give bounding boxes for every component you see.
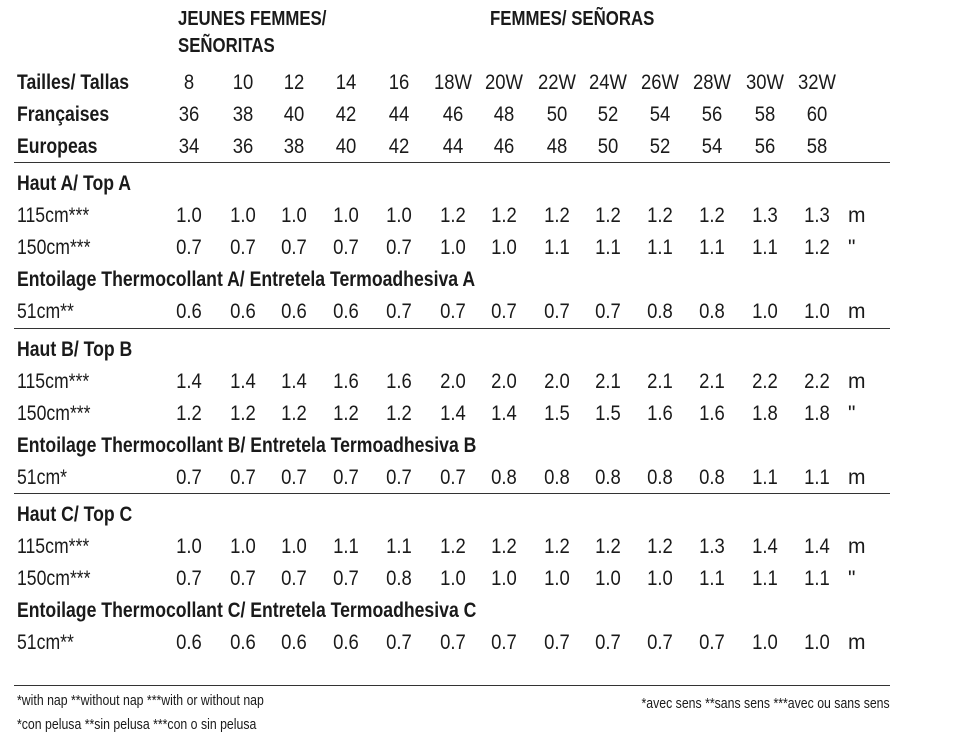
divider-b (14, 493, 890, 494)
yardage-cell: 1.4 (230, 370, 256, 393)
yardage-cell: 0.6 (281, 631, 307, 654)
yardage-cell: 0.7 (491, 300, 517, 323)
yardage-cell: 0.8 (647, 300, 673, 323)
yardage-cell: 0.7 (491, 631, 517, 654)
yardage-cell: 2.2 (752, 370, 778, 393)
yardage-cell: 1.0 (281, 535, 307, 558)
yardage-cell: 1.2 (491, 535, 517, 558)
yardage-cell: 0.6 (281, 300, 307, 323)
yardage-cell: 2.1 (699, 370, 725, 393)
yardage-cell: 1.8 (752, 402, 778, 425)
yardage-cell: 1.0 (440, 567, 466, 590)
row-label-interfacing-b-51: 51cm* (17, 466, 68, 489)
yardage-cell: 1.0 (176, 204, 202, 227)
section-title-interfacing-b: Entoilage Thermocollant B/ Entretela Termoadhesiva B (17, 434, 477, 457)
yardage-cell: 0.8 (595, 466, 621, 489)
yardage-cell: 1.3 (699, 535, 725, 558)
yardage-cell: 0.7 (699, 631, 725, 654)
yardage-cell: 1.4 (281, 370, 307, 393)
yardage-cell: 1.5 (544, 402, 570, 425)
yardage-cell: 1.0 (595, 567, 621, 590)
yardage-cell: 0.7 (176, 567, 202, 590)
yardage-cell: 1.2 (647, 535, 673, 558)
unit-label: m (848, 370, 866, 393)
yardage-cell: 1.2 (333, 402, 359, 425)
section-title-top-b: Haut B/ Top B (17, 338, 133, 361)
size-header-cell: 50 (597, 135, 619, 158)
yardage-cell: 1.0 (804, 300, 830, 323)
yardage-cell: 1.1 (804, 567, 830, 590)
yardage-cell: 1.6 (386, 370, 412, 393)
size-header-cell: 52 (597, 103, 619, 126)
size-header-cell: 8 (183, 71, 195, 94)
size-header-cell: 60 (806, 103, 828, 126)
row-label-top-a-115: 115cm*** (17, 204, 90, 227)
european-sizes-label: Europeas (17, 135, 98, 158)
yardage-cell: 1.1 (752, 236, 778, 259)
size-header-cell: 18W (433, 71, 473, 94)
size-header-cell: 24W (588, 71, 628, 94)
divider-header (14, 162, 890, 163)
yardage-cell: 1.1 (699, 236, 725, 259)
unit-label: " (848, 567, 856, 590)
size-header-cell: 54 (701, 135, 723, 158)
unit-label: m (848, 535, 866, 558)
size-header-cell: 58 (806, 135, 828, 158)
group-juniors-line2: SEÑORITAS (178, 35, 275, 57)
sizes-label: Tailles/ Tallas (17, 71, 130, 94)
size-header-cell: 28W (692, 71, 732, 94)
yardage-cell: 1.0 (752, 300, 778, 323)
row-label-interfacing-a-51: 51cm** (17, 300, 74, 323)
size-header-cell: 12 (283, 71, 305, 94)
yardage-cell: 1.2 (230, 402, 256, 425)
size-header-cell: 56 (754, 135, 776, 158)
yardage-cell: 2.0 (440, 370, 466, 393)
yardage-cell: 0.8 (699, 466, 725, 489)
yardage-cell: 0.7 (386, 631, 412, 654)
row-label-top-c-115: 115cm*** (17, 535, 90, 558)
yardage-cell: 2.1 (595, 370, 621, 393)
yardage-cell: 0.7 (281, 567, 307, 590)
divider-a (14, 328, 890, 329)
size-header-cell: 48 (546, 135, 568, 158)
yardage-cell: 0.7 (440, 631, 466, 654)
footnote-french: *avec sens **sans sens ***avec ou sans sens (641, 695, 890, 712)
size-header-cell: 56 (701, 103, 723, 126)
yardage-cell: 1.2 (699, 204, 725, 227)
yardage-cell: 0.8 (491, 466, 517, 489)
group-juniors-heading (178, 6, 326, 60)
yardage-cell: 1.8 (804, 402, 830, 425)
row-label-top-b-115: 115cm*** (17, 370, 90, 393)
yardage-cell: 1.6 (647, 402, 673, 425)
yardage-cell: 1.0 (491, 567, 517, 590)
footnote-english: *with nap **without nap ***with or without nap (17, 692, 264, 709)
size-header-cell: 20W (484, 71, 524, 94)
yardage-cell: 0.6 (230, 300, 256, 323)
yardage-cell: 1.1 (699, 567, 725, 590)
size-header-cell: 30W (745, 71, 785, 94)
yardage-cell: 0.7 (281, 236, 307, 259)
yardage-cell: 1.0 (647, 567, 673, 590)
yardage-cell: 1.0 (804, 631, 830, 654)
unit-label: m (848, 300, 866, 323)
size-header-cell: 32W (797, 71, 837, 94)
yardage-cell: 1.2 (595, 204, 621, 227)
section-title-interfacing-a: Entoilage Thermocollant A/ Entretela Termoadhesiva A (17, 268, 476, 291)
size-header-cell: 40 (283, 103, 305, 126)
yardage-cell: 1.2 (440, 535, 466, 558)
yardage-cell: 1.0 (544, 567, 570, 590)
yardage-cell: 1.4 (804, 535, 830, 558)
row-label-top-c-150: 150cm*** (17, 567, 91, 590)
yardage-cell: 1.0 (230, 535, 256, 558)
section-title-top-a: Haut A/ Top A (17, 172, 131, 195)
unit-label: " (848, 236, 856, 259)
yardage-cell: 0.7 (333, 567, 359, 590)
unit-label: " (848, 402, 856, 425)
yardage-cell: 0.8 (386, 567, 412, 590)
yardage-cell: 1.2 (176, 402, 202, 425)
size-header-cell: 14 (335, 71, 357, 94)
yardage-cell: 0.7 (647, 631, 673, 654)
size-header-cell: 42 (388, 135, 410, 158)
yardage-cell: 0.7 (333, 236, 359, 259)
yardage-cell: 0.7 (440, 300, 466, 323)
unit-label: m (848, 631, 866, 654)
yardage-cell: 1.1 (386, 535, 412, 558)
yardage-cell: 0.7 (333, 466, 359, 489)
size-header-cell: 44 (388, 103, 410, 126)
yardage-cell: 1.2 (544, 535, 570, 558)
yardage-cell: 2.0 (544, 370, 570, 393)
yardage-cell: 1.6 (699, 402, 725, 425)
yardage-cell: 1.1 (752, 466, 778, 489)
yardage-cell: 0.7 (386, 300, 412, 323)
size-header-cell: 48 (493, 103, 515, 126)
yardage-cell: 0.6 (176, 631, 202, 654)
yardage-cell: 1.1 (804, 466, 830, 489)
yardage-cell: 1.2 (647, 204, 673, 227)
yardage-cell: 1.6 (333, 370, 359, 393)
yardage-cell: 0.7 (595, 631, 621, 654)
yardage-cell: 1.3 (804, 204, 830, 227)
yardage-cell: 0.7 (386, 466, 412, 489)
size-header-cell: 58 (754, 103, 776, 126)
divider-footnotes (14, 685, 890, 686)
yardage-cell: 0.7 (544, 300, 570, 323)
size-header-cell: 46 (493, 135, 515, 158)
footnote-spanish: *con pelusa **sin pelusa ***con o sin pelusa (17, 716, 257, 733)
row-label-top-a-150: 150cm*** (17, 236, 91, 259)
group-juniors-line1: JEUNES FEMMES/ (178, 8, 327, 30)
yardage-cell: 1.4 (440, 402, 466, 425)
yardage-cell: 0.7 (176, 466, 202, 489)
yardage-cell: 0.7 (595, 300, 621, 323)
yardage-cell: 1.2 (440, 204, 466, 227)
yardage-cell: 1.2 (386, 402, 412, 425)
yardage-cell: 0.6 (333, 300, 359, 323)
yardage-cell: 1.1 (333, 535, 359, 558)
yardage-cell: 1.2 (804, 236, 830, 259)
yardage-cell: 1.4 (176, 370, 202, 393)
unit-label: m (848, 466, 866, 489)
yardage-cell: 1.2 (281, 402, 307, 425)
yardage-cell: 1.2 (595, 535, 621, 558)
yardage-cell: 0.7 (230, 567, 256, 590)
yardage-cell: 2.2 (804, 370, 830, 393)
yardage-cell: 1.2 (491, 204, 517, 227)
yardage-cell: 2.1 (647, 370, 673, 393)
unit-label: m (848, 204, 866, 227)
yardage-cell: 0.7 (386, 236, 412, 259)
yardage-cell: 1.0 (230, 204, 256, 227)
yardage-cell: 0.6 (333, 631, 359, 654)
yardage-cell: 1.4 (752, 535, 778, 558)
yardage-cell: 0.7 (281, 466, 307, 489)
yardage-cell: 1.0 (440, 236, 466, 259)
size-header-cell: 52 (649, 135, 671, 158)
yardage-cell: 0.8 (647, 466, 673, 489)
size-header-cell: 44 (442, 135, 464, 158)
size-header-cell: 38 (283, 135, 305, 158)
yardage-cell: 1.0 (281, 204, 307, 227)
yardage-cell: 1.1 (595, 236, 621, 259)
size-header-cell: 22W (537, 71, 577, 94)
size-header-cell: 40 (335, 135, 357, 158)
yardage-cell: 0.6 (176, 300, 202, 323)
yardage-cell: 0.8 (699, 300, 725, 323)
size-header-cell: 26W (640, 71, 680, 94)
size-header-cell: 54 (649, 103, 671, 126)
yardage-cell: 0.6 (230, 631, 256, 654)
size-header-cell: 46 (442, 103, 464, 126)
size-header-cell: 50 (546, 103, 568, 126)
yardage-cell: 1.0 (752, 631, 778, 654)
yardage-cell: 0.7 (176, 236, 202, 259)
yardage-cell: 1.1 (647, 236, 673, 259)
group-women-heading: FEMMES/ SEÑORAS (490, 8, 655, 30)
yardage-cell: 1.5 (595, 402, 621, 425)
size-header-cell: 36 (178, 103, 200, 126)
size-header-cell: 42 (335, 103, 357, 126)
size-header-cell: 36 (232, 135, 254, 158)
row-label-top-b-150: 150cm*** (17, 402, 91, 425)
yardage-cell: 0.7 (440, 466, 466, 489)
yardage-cell: 1.0 (333, 204, 359, 227)
size-header-cell: 16 (388, 71, 410, 94)
yardage-cell: 0.7 (230, 466, 256, 489)
yardage-cell: 1.3 (752, 204, 778, 227)
section-title-interfacing-c: Entoilage Thermocollant C/ Entretela Termoadhesiva C (17, 599, 477, 622)
section-title-top-c: Haut C/ Top C (17, 503, 133, 526)
yardage-cell: 0.7 (544, 631, 570, 654)
yardage-cell: 1.0 (386, 204, 412, 227)
yardage-cell: 1.1 (752, 567, 778, 590)
yardage-cell: 1.0 (176, 535, 202, 558)
size-header-cell: 38 (232, 103, 254, 126)
yardage-cell: 0.8 (544, 466, 570, 489)
size-header-cell: 34 (178, 135, 200, 158)
row-label-interfacing-c-51: 51cm** (17, 631, 74, 654)
size-header-cell: 10 (232, 71, 254, 94)
french-sizes-label: Françaises (17, 103, 110, 126)
yardage-cell: 2.0 (491, 370, 517, 393)
yardage-cell: 1.4 (491, 402, 517, 425)
yardage-cell: 0.7 (230, 236, 256, 259)
yardage-cell: 1.1 (544, 236, 570, 259)
yardage-cell: 1.2 (544, 204, 570, 227)
yardage-cell: 1.0 (491, 236, 517, 259)
